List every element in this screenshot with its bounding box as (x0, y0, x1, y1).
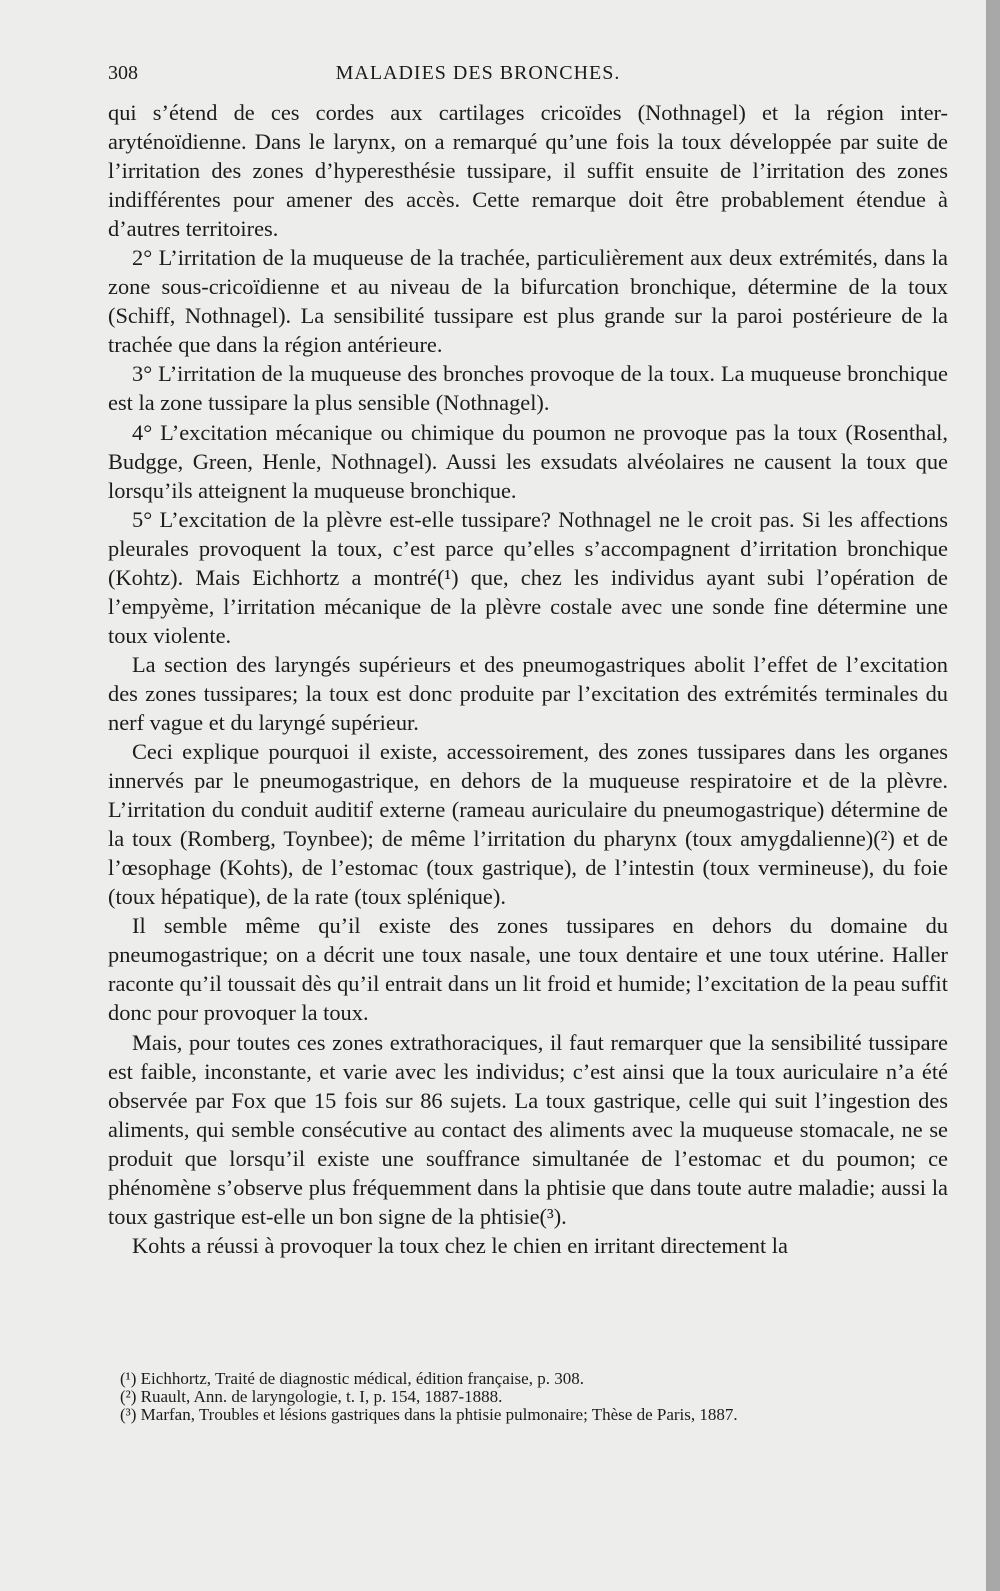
page-header (108, 62, 948, 92)
body-text (108, 98, 948, 1260)
footnote-1: (¹) Eichhortz, Traité de diagnostic médical, édition française, p. 308. (120, 1369, 584, 1388)
paragraph-continuation: qui s’étend de ces cordes aux cartilages cricoïdes (Nothnagel) et la région inter-aryténoïdienne. Dans le larynx, on a remarqué qu’une fois la toux développée par suite de l’irritation des zones d’hyperesthésie tussipare, il suffit ensuite de l’irritation des zones indifférentes pour amener des accès. Cette remarque doit être probablement étendue à d’autres territoires. (108, 100, 948, 242)
footnotes (108, 1370, 948, 1424)
paragraph-extra-vagal-zones: Il semble même qu’il existe des zones tussipares en dehors du domaine du pneumogastrique; on a décrit une toux nasale, une toux dentaire et une toux utérine. Haller raconte qu’il toussait dès qu’il entrait dans un lit froid et humide; l’excitation de la peau suffit donc pour provoquer la toux. (108, 913, 948, 1026)
running-head: MALADIES DES BRONCHES. (335, 62, 621, 84)
paragraph-lung: 4° L’excitation mécanique ou chimique du poumon ne provoque pas la toux (Rosenthal, Budgge, Green, Henle, Nothnagel). Aussi les exsudats alvéolaires ne causent la toux que lorsqu’ils atteignent la muqueuse bronchique. (108, 419, 948, 503)
paragraph-extrathoracic-sensitivity: Mais, pour toutes ces zones extrathoraciques, il faut remarquer que la sensibilité tussipare est faible, inconstante, et varie avec les individus; c’est ainsi que la toux auriculaire n’a été observée par Fox que 15 fois sur 86 sujets. La toux gastrique, celle qui suit l’ingestion des aliments, qui semble consécutive au contact des aliments avec la muqueuse stomacale, ne se produit que lorsqu’il existe une souffrance simultanée de l’estomac et du poumon; ce phénomène s’observe plus fréquemment dans la phtisie que dans toute autre maladie; aussi la toux gastrique est-elle un bon signe de la phtisie(³). (108, 1029, 948, 1229)
paragraph-pleura: 5° L’excitation de la plèvre est-elle tussipare? Nothnagel ne le croit pas. Si les affections pleurales provoquent la toux, c’est parce qu’elles s’accompagnent d’irritation bronchique (Kohtz). Mais Eichhortz a montré(¹) que, chez les individus ayant subi l’opération de l’empyème, l’irritation mécanique de la plèvre costale avec une sonde fine détermine une toux violente. (108, 506, 948, 648)
footnote-2: (²) Ruault, Ann. de laryngologie, t. I, p. 154, 1887-1888. (120, 1387, 503, 1406)
page-number: 308 (108, 62, 138, 84)
paragraph-kohts: Kohts a réussi à provoquer la toux chez le chien en irritant directement la (132, 1232, 788, 1258)
footnote-3: (³) Marfan, Troubles et lésions gastriques dans la phtisie pulmonaire; Thèse de Paris, 1887. (120, 1405, 738, 1424)
paragraph-section-nerves: La section des laryngés supérieurs et des pneumogastriques abolit l’effet de l’excitation des zones tussipares; la toux est donc produite par l’excitation des extrémités terminales du nerf vague et du laryngé supérieur. (108, 651, 948, 735)
paragraph-bronchi: 3° L’irritation de la muqueuse des bronches provoque de la toux. La muqueuse bronchique est la zone tussipare la plus sensible (Nothnagel). (108, 361, 948, 416)
paragraph-accessory-zones: Ceci explique pourquoi il existe, accessoirement, des zones tussipares dans les organes innervés par le pneumogastrique, en dehors de la muqueuse respiratoire et de la plèvre. L’irritation du conduit auditif externe (rameau auriculaire du pneumogastrique) détermine de la toux (Romberg, Toynbee); de même l’irritation du pharynx (toux amygdalienne)(²) et de l’œsophage (Kohts), de l’estomac (toux gastrique), de l’intestin (toux vermineuse), du foie (toux hépatique), de la rate (toux splénique). (108, 739, 948, 910)
paragraph-trachea: 2° L’irritation de la muqueuse de la trachée, particulièrement aux deux extrémités, dans la zone sous-cricoïdienne et au niveau de la bifurcation bronchique, détermine de la toux (Schiff, Nothnagel). La sensibilité tussipare est plus grande sur la paroi postérieure de la trachée que dans la région antérieure. (108, 245, 948, 358)
